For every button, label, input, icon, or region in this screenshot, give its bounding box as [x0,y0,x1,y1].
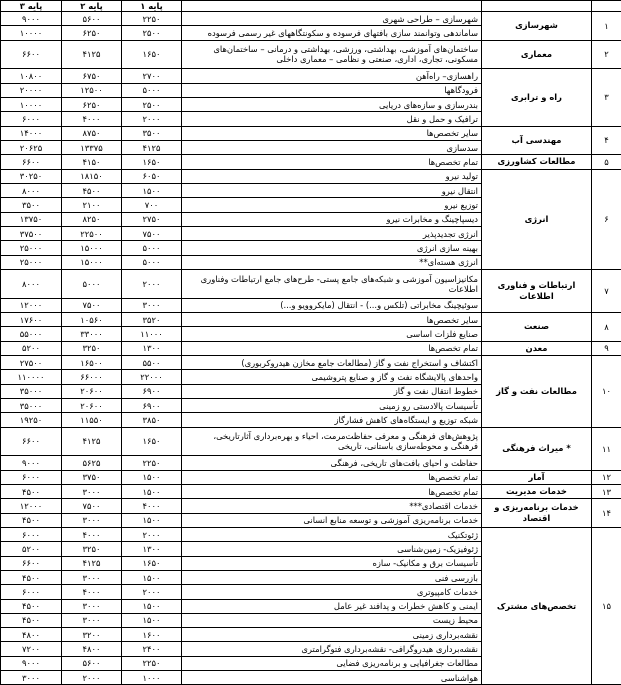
grade-1-value: ۲۰۰۰ [122,112,182,126]
table-row [1,40,621,69]
grade-3-value: ۳۰۰۰ [1,671,62,685]
table-row [1,499,621,513]
grade-2-value: ۱۶۵۰۰ [62,355,122,369]
grade-3-value: ۲۰۰۰۰ [1,83,62,97]
field-name: توزیع نیرو [182,198,482,212]
field-name: مکانیزاسیون آموزشی و شبکه‌های جامع پستی- طرح‌های جامع ارتباطات وفناوری اطلاعات [182,269,482,298]
grade-3-value: ۴۵۰۰ [1,599,62,613]
grade-1-value: ۶۹۰۰ [122,384,182,398]
category-name: راه و ترابری [482,69,592,126]
grade-3-value: ۴۵۰۰ [1,484,62,498]
grade-2-value: ۵۶۰۰ [62,12,122,26]
grade-3-value: ۲۵۰۰۰ [1,255,62,269]
field-name: تولید نیرو [182,169,482,183]
row-index: ۱۱ [592,427,621,470]
grade-1-value: ۵۵۰۰ [122,355,182,369]
grade-3-value: ۶۶۰۰ [1,155,62,169]
field-name: سایر تخصص‌ها [182,126,482,140]
category-name: معدن [482,341,592,355]
grade-3-value: ۱۰۰۰۰ [1,26,62,40]
grade-1-value: ۴۰۰۰ [122,499,182,513]
grade-2-value: ۵۶۲۵ [62,456,122,470]
row-index: ۲ [592,40,621,69]
grade-2-value: ۳۰۰۰ [62,570,122,584]
grade-3-value: ۲۰۶۲۵ [1,140,62,154]
grade-2-value: ۴۱۲۵ [62,40,122,69]
grade-1-value: ۲۰۰۰ [122,527,182,541]
grade-1-value: ۱۰۰۰ [122,671,182,685]
grade-3-value: ۵۲۰۰ [1,341,62,355]
header-field [182,1,482,12]
grade-3-value: ۱۱۰۰۰۰ [1,370,62,384]
grade-2-value: ۷۵۰۰ [62,499,122,513]
field-name: تمام تخصص‌ها [182,155,482,169]
grade-2-value: ۱۸۱۵۰ [62,169,122,183]
field-name: انرژی هسته‌ای** [182,255,482,269]
grade-2-value: ۳۳۰۰۰ [62,327,122,341]
header-grade-3: پایه ۳ [1,1,62,12]
row-index: ۱۲ [592,470,621,484]
grade-2-value: ۱۵۰۰۰ [62,255,122,269]
grade-1-value: ۱۵۰۰ [122,484,182,498]
grade-2-value: ۳۰۰۰ [62,613,122,627]
field-name: ساماندهی وتوانمند سازی بافتهای فرسوده و سکونتگاههای غیر رسمی فرسوده [182,26,482,40]
grade-2-value: ۱۱۵۵۰ [62,413,122,427]
grade-3-value: ۵۵۰۰۰ [1,327,62,341]
grade-1-value: ۱۵۰۰ [122,183,182,197]
table-row [1,269,621,298]
grade-3-value: ۳۵۰۰ [1,198,62,212]
grade-1-value: ۱۳۰۰ [122,542,182,556]
field-name: تمام تخصص‌ها [182,484,482,498]
row-index: ۵ [592,155,621,169]
row-index: ۶ [592,169,621,269]
category-name: انرژی [482,169,592,269]
grade-3-value: ۴۵۰۰ [1,570,62,584]
grade-3-value: ۱۴۰۰۰ [1,126,62,140]
grade-1-value: ۷۰۰ [122,198,182,212]
field-name: انرژی تجدیدپذیر [182,226,482,240]
grade-2-value: ۲۰۶۰۰ [62,398,122,412]
grade-2-value: ۶۷۵۰ [62,69,122,83]
grade-1-value: ۲۲۰۰۰ [122,370,182,384]
grade-3-value: ۹۰۰۰ [1,456,62,470]
grade-2-value: ۴۰۰۰ [62,527,122,541]
field-name: ژئوتکنیک [182,527,482,541]
grade-1-value: ۷۵۰۰ [122,226,182,240]
grade-1-value: ۳۵۰۰ [122,126,182,140]
grade-3-value: ۳۵۰۰۰ [1,398,62,412]
grade-3-value: ۶۶۰۰ [1,556,62,570]
table-row [1,470,621,484]
table-row [1,69,621,83]
grade-2-value: ۴۸۰۰ [62,642,122,656]
grade-2-value: ۶۲۵۰ [62,26,122,40]
grade-1-value: ۲۲۵۰ [122,456,182,470]
field-name: خدمات برنامه‌ریزی آموزشی و توسعه منابع انسانی [182,513,482,527]
grade-1-value: ۲۵۰۰ [122,26,182,40]
row-index: ۳ [592,69,621,126]
header-grade-1: پایه ۱ [122,1,182,12]
grade-1-value: ۱۶۵۰ [122,40,182,69]
table-row [1,155,621,169]
field-name: سوئیچینگ مخابراتی (تلکس و...) - انتقال (مایکروویو و...) [182,298,482,312]
field-name: دیسپاچینگ و مخابرات نیرو [182,212,482,226]
grade-3-value: ۹۰۰۰ [1,656,62,670]
grade-2-value: ۲۰۶۰۰ [62,384,122,398]
field-name: هواشناسی [182,671,482,685]
grade-1-value: ۲۰۰۰ [122,269,182,298]
row-index: ۱۳ [592,484,621,498]
grade-1-value: ۱۱۰۰۰ [122,327,182,341]
grade-1-value: ۱۵۰۰ [122,613,182,627]
grade-2-value: ۴۱۲۵ [62,427,122,456]
grade-2-value: ۳۲۵۰ [62,341,122,355]
grade-1-value: ۱۵۰۰ [122,570,182,584]
field-name: تأسیسات پالادستی رو زمینی [182,398,482,412]
grade-1-value: ۵۰۰۰ [122,83,182,97]
grade-2-value: ۲۱۰۰ [62,198,122,212]
grade-3-value: ۴۵۰۰ [1,613,62,627]
grade-3-value: ۸۰۰۰ [1,269,62,298]
category-name: صنعت [482,312,592,341]
field-name: تأسیسات برق و مکانیک- سازه [182,556,482,570]
grade-2-value: ۴۰۰۰ [62,585,122,599]
field-name: ایمنی و کاهش خطرات و پدافند غیر عامل [182,599,482,613]
row-index: ۴ [592,126,621,155]
grade-2-value: ۱۲۵۰۰ [62,83,122,97]
grade-1-value: ۱۶۵۰ [122,155,182,169]
grade-2-value: ۶۶۰۰۰ [62,370,122,384]
category-name: خدمات برنامه‌ریزی و اقتصاد [482,499,592,528]
row-index: ۱۵ [592,527,621,685]
table-row [1,126,621,140]
header-grade-2: پایه ۲ [62,1,122,12]
field-name: ساختمان‌های آموزشی، بهداشتی، ورزشی، بهداشتی و درمانی – ساختمان‌های مسکونی، تجاری، اداری، صنعتی و نظامی – معماری داخلی [182,40,482,69]
grade-3-value: ۶۶۰۰ [1,40,62,69]
grade-3-value: ۶۰۰۰ [1,527,62,541]
grade-2-value: ۳۰۰۰ [62,513,122,527]
field-name: تمام تخصص‌ها [182,470,482,484]
field-name: نقشه‌برداری زمینی [182,628,482,642]
grade-2-value: ۷۵۰۰ [62,298,122,312]
grade-3-value: ۷۲۰۰ [1,642,62,656]
grade-3-value: ۵۲۰۰ [1,542,62,556]
grade-2-value: ۲۰۰۰ [62,671,122,685]
row-index: ۱ [592,12,621,41]
grade-1-value: ۲۲۵۰ [122,12,182,26]
grade-2-value: ۴۰۰۰ [62,112,122,126]
grade-1-value: ۱۵۰۰ [122,599,182,613]
field-name: صنایع فلزات اساسی [182,327,482,341]
grade-2-value: ۴۱۲۵ [62,556,122,570]
grade-3-value: ۶۰۰۰ [1,585,62,599]
grade-3-value: ۱۰۸۰۰ [1,69,62,83]
grade-1-value: ۲۰۰۰ [122,585,182,599]
field-name: خدمات کامپیوتری [182,585,482,599]
field-name: فرودگاهها [182,83,482,97]
field-name: محیط زیست [182,613,482,627]
grade-1-value: ۵۰۰۰ [122,241,182,255]
grade-3-value: ۶۶۰۰ [1,427,62,456]
category-name: خدمات مدیریت [482,484,592,498]
header-index [592,1,621,12]
category-name: تخصص‌های مشترک [482,527,592,685]
category-name: مطالعات نفت و گاز [482,355,592,427]
grade-2-value: ۳۲۰۰ [62,628,122,642]
grade-3-value: ۱۹۲۵۰ [1,413,62,427]
grade-1-value: ۳۵۲۰ [122,312,182,326]
field-name: انتقال نیرو [182,183,482,197]
field-name: نقشه‌برداری هیدروگرافی- نقشه‌برداری فتوگرامتری [182,642,482,656]
category-name: معماری [482,40,592,69]
row-index: ۸ [592,312,621,341]
grade-2-value: ۶۲۵۰ [62,97,122,111]
field-name: شبکه توزیع و ایستگاه‌های کاهش فشارگاز [182,413,482,427]
field-name: خطوط انتقال نفت و گاز [182,384,482,398]
grade-1-value: ۶۰۵۰ [122,169,182,183]
category-name: ارتباطات و فناوری اطلاعات [482,269,592,312]
grade-3-value: ۸۰۰۰ [1,183,62,197]
grade-1-value: ۲۷۰۰ [122,69,182,83]
field-name: خدمات اقتصادی*** [182,499,482,513]
table-row [1,355,621,369]
grade-1-value: ۱۶۰۰ [122,628,182,642]
grade-3-value: ۳۵۰۰۰ [1,384,62,398]
field-name: مطالعات جغرافیایی و برنامه‌ریزی فضایی [182,656,482,670]
header-category [482,1,592,12]
grade-3-value: ۲۵۰۰۰ [1,241,62,255]
category-name: شهرسازی [482,12,592,41]
table-row [1,169,621,183]
grade-1-value: ۱۳۰۰ [122,341,182,355]
grade-3-value: ۳۷۵۰۰ [1,226,62,240]
grade-3-value: ۴۵۰۰ [1,513,62,527]
field-name: سدسازی [182,140,482,154]
category-name: * میراث فرهنگی [482,427,592,470]
row-index: ۹ [592,341,621,355]
grade-3-value: ۴۸۰۰ [1,628,62,642]
grade-1-value: ۳۰۰۰ [122,298,182,312]
table-row [1,341,621,355]
grade-2-value: ۱۰۵۶۰ [62,312,122,326]
grade-2-value: ۳۰۰۰ [62,484,122,498]
grade-2-value: ۱۳۳۷۵ [62,140,122,154]
grade-3-value: ۶۰۰۰ [1,112,62,126]
grade-1-value: ۲۵۰۰ [122,97,182,111]
grade-1-value: ۳۸۵۰ [122,413,182,427]
field-name: بهینه سازی انرژی [182,241,482,255]
table-row [1,527,621,541]
grade-3-value: ۱۳۷۵۰ [1,212,62,226]
grade-2-value: ۲۲۵۰۰ [62,226,122,240]
table-row [1,427,621,456]
category-name: آمار [482,470,592,484]
row-index: ۱۴ [592,499,621,528]
grade-3-value: ۶۰۰۰ [1,470,62,484]
grade-1-value: ۲۴۰۰ [122,642,182,656]
field-name: راهسازی– راه‌آهن [182,69,482,83]
grade-1-value: ۵۰۰۰ [122,255,182,269]
grade-3-value: ۱۲۰۰۰ [1,298,62,312]
category-name: مطالعات کشاورزی [482,155,592,169]
grade-1-value: ۱۵۰۰ [122,513,182,527]
grade-3-value: ۱۰۰۰۰ [1,97,62,111]
grade-2-value: ۸۷۵۰ [62,126,122,140]
grade-1-value: ۴۱۲۵ [122,140,182,154]
table-row [1,484,621,498]
grade-2-value: ۸۲۵۰ [62,212,122,226]
table-row [1,312,621,326]
table-row [1,12,621,26]
grade-1-value: ۲۷۵۰ [122,212,182,226]
grade-2-value: ۱۵۰۰۰ [62,241,122,255]
field-name: تمام تخصص‌ها [182,341,482,355]
field-name: پژوهش‌های فرهنگی و معرفی حفاظت‌مرمت، احیاء و بهره‌برداری آثارتاریخی، فرهنگی و محوطه‌سازی باستانی، تاریخی [182,427,482,456]
grade-2-value: ۵۶۰۰ [62,656,122,670]
header-row [1,1,621,12]
row-index: ۷ [592,269,621,312]
category-name: مهندسی آب [482,126,592,155]
grade-3-value: ۱۷۶۰۰ [1,312,62,326]
field-name: سایر تخصص‌ها [182,312,482,326]
grade-2-value: ۴۱۵۰ [62,155,122,169]
grade-2-value: ۳۲۵۰ [62,542,122,556]
field-name: بازرسی فنی [182,570,482,584]
field-name: ترافیک و حمل و نقل [182,112,482,126]
row-index: ۱۰ [592,355,621,427]
grade-3-value: ۲۷۵۰۰ [1,355,62,369]
grade-1-value: ۱۵۰۰ [122,470,182,484]
field-name: اکتشاف و استخراج نفت و گاز (مطالعات جامع مخازن هیدروکربوری) [182,355,482,369]
grade-1-value: ۲۲۵۰ [122,656,182,670]
field-name: بندرسازی و سازه‌های دریایی [182,97,482,111]
grade-3-value: ۹۰۰۰ [1,12,62,26]
field-name: ژئوفیزیک- زمین‌شناسی [182,542,482,556]
grade-2-value: ۳۷۵۰ [62,470,122,484]
grade-1-value: ۶۹۰۰ [122,398,182,412]
grade-1-value: ۱۶۵۰ [122,427,182,456]
grade-2-value: ۴۵۰۰ [62,183,122,197]
field-name: واحدهای پالایشگاه نفت و گاز و صنایع پتروشیمی [182,370,482,384]
grade-1-value: ۱۶۵۰ [122,556,182,570]
grade-2-value: ۵۰۰۰ [62,269,122,298]
grade-3-value: ۳۰۲۵۰ [1,169,62,183]
field-name: حفاظت و احیای بافت‌های تاریخی، فرهنگی [182,456,482,470]
grade-2-value: ۳۰۰۰ [62,599,122,613]
field-name: شهرسازی – طراحی شهری [182,12,482,26]
grade-3-value: ۱۲۰۰۰ [1,499,62,513]
